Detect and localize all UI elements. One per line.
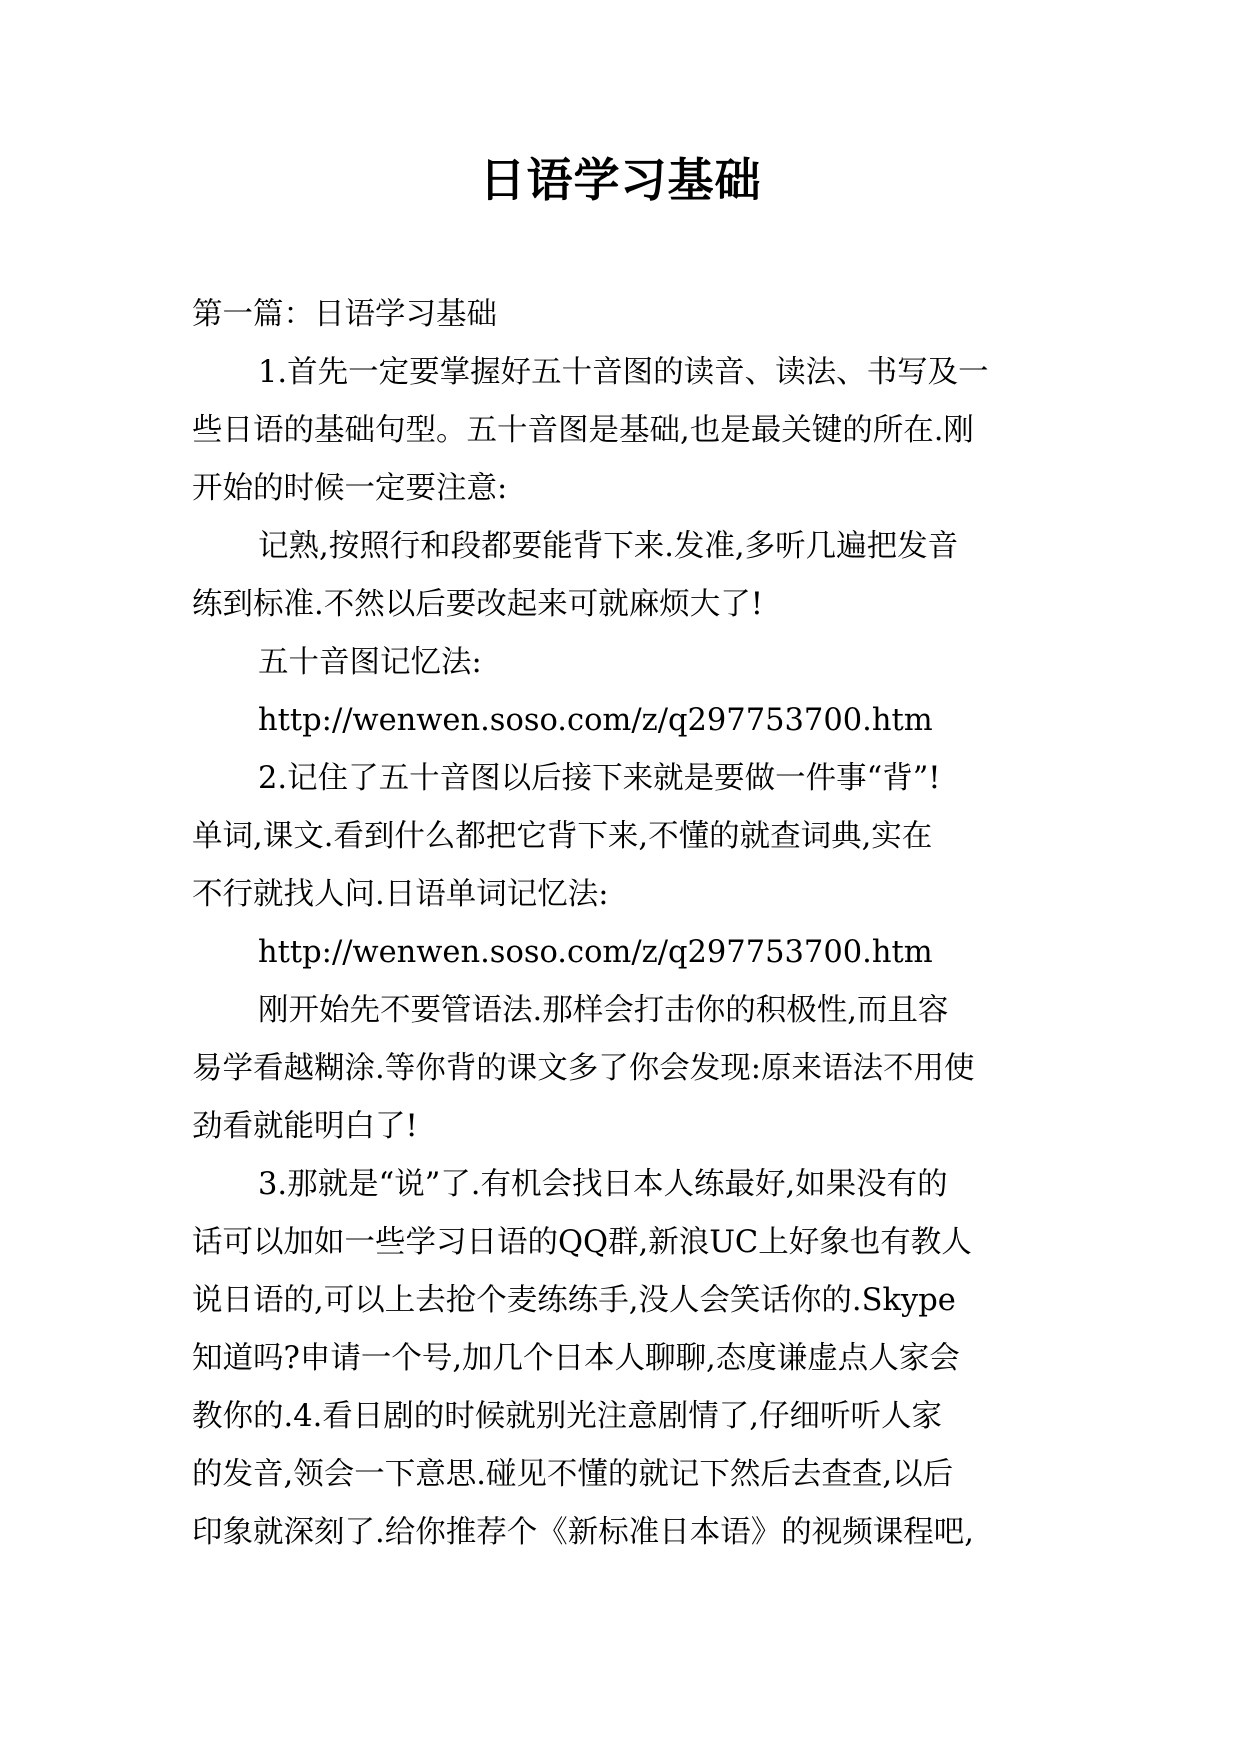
text-line: 1.首先一定要掌握好五十音图的读音、读法、书写及一: [258, 355, 989, 390]
document-title: 日语学习基础: [479, 153, 762, 207]
text-line: 第一篇：日语学习基础: [192, 297, 497, 332]
text-line: 说日语的,可以上去抢个麦练练手,没人会笑话你的.Skype: [192, 1283, 956, 1318]
text-line: 不行就找人问.日语单词记忆法:: [192, 877, 609, 912]
text-line: 印象就深刻了.给你推荐个《新标准日本语》的视频课程吧,: [192, 1515, 974, 1550]
text-line: 3.那就是“说”了.有机会找日本人练最好,如果没有的: [258, 1167, 948, 1202]
text-line: 知道吗?申请一个号,加几个日本人聊聊,态度谦虚点人家会: [192, 1341, 960, 1376]
text-line: 记熟,按照行和段都要能背下来.发准,多听几遍把发音: [258, 529, 959, 564]
text-line: 刚开始先不要管语法.那样会打击你的积极性,而且容: [258, 993, 949, 1028]
text-line: 练到标准.不然以后要改起来可就麻烦大了!: [192, 587, 763, 622]
text-line: 开始的时候一定要注意:: [192, 471, 508, 506]
text-line: 五十音图记忆法:: [258, 645, 482, 680]
text-line: http://wenwen.soso.com/z/q297753700.htm: [258, 935, 933, 970]
document-body: [192, 286, 1052, 1562]
text-line: 的发音,领会一下意思.碰见不懂的就记下然后去查查,以后: [192, 1457, 954, 1492]
text-line: 单词,课文.看到什么都把它背下来,不懂的就查词典,实在: [192, 819, 933, 854]
text-line: 话可以加如一些学习日语的QQ群,新浪UC上好象也有教人: [192, 1225, 972, 1260]
text-line: http://wenwen.soso.com/z/q297753700.htm: [258, 703, 933, 738]
text-line: 易学看越糊涂.等你背的课文多了你会发现:原来语法不用使: [192, 1051, 975, 1086]
text-line: 些日语的基础句型。五十音图是基础,也是最关键的所在.刚: [192, 413, 974, 448]
text-line: 教你的.4.看日剧的时候就别光注意剧情了,仔细听听人家: [192, 1399, 942, 1434]
text-line: 2.记住了五十音图以后接下来就是要做一件事“背”!: [258, 761, 941, 796]
text-line: 劲看就能明白了!: [192, 1109, 418, 1144]
